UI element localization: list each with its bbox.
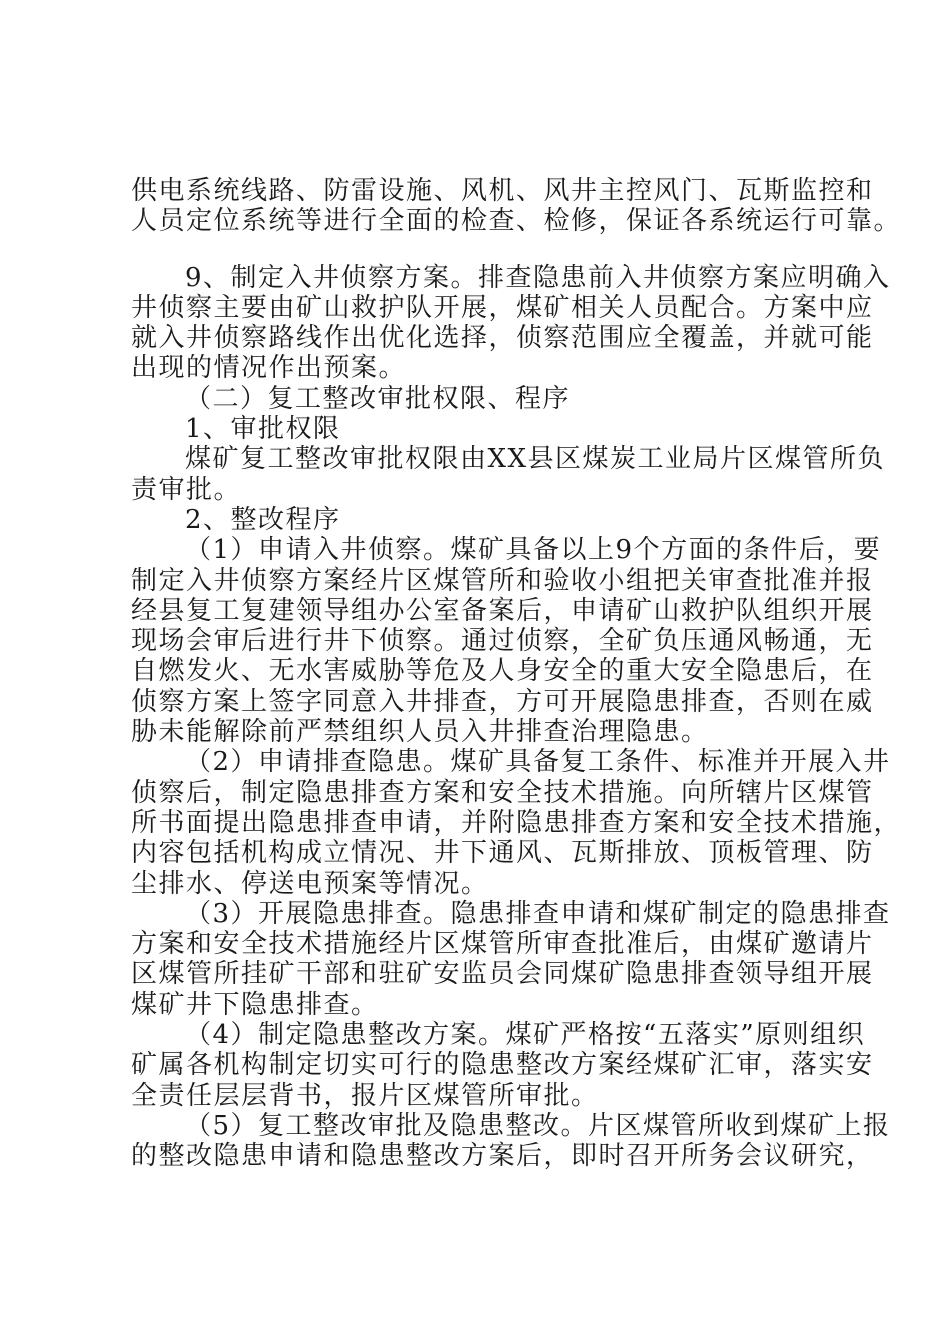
paragraph-approval: [131, 444, 886, 505]
text-line: 尘排水、停送电预案等情况。: [131, 868, 489, 899]
text-line: 全责任层层背书，报片区煤管所审批。: [131, 1080, 599, 1111]
paragraph-intro: [131, 176, 902, 237]
paragraph-item-9: [131, 262, 891, 384]
text-line: 井侦察主要由矿山救护队开展，煤矿相关人员配合。方案中应: [131, 292, 874, 323]
text-line: （3）开展隐患排查。隐患排查申请和煤矿制定的隐患排查: [185, 898, 891, 929]
text-line: 区煤管所挂矿干部和驻矿安监员会同煤矿隐患排查领导组开展: [131, 959, 874, 990]
text-line: 经县复工复建领导组办公室备案后，申请矿山救护队组织开展: [131, 595, 874, 626]
text-line: 自燃发火、无水害威胁等危及人身安全的重大安全隐患后，在: [131, 656, 874, 687]
paragraph-step-3: [131, 898, 891, 1020]
text-line: 胁未能解除前严禁组织人员入井排查治理隐患。: [131, 717, 709, 748]
paragraph-step-4: [131, 1020, 874, 1111]
text-line: （4）制定隐患整改方案。煤矿严格按“五落实”原则组织: [185, 1020, 866, 1051]
subheading-title: 1、审批权限: [185, 414, 341, 445]
document-body: [131, 176, 902, 1172]
text-line: 所书面提出隐患排查申请，并附隐患排查方案和安全技术措施，: [131, 807, 902, 838]
text-line: 9、制定入井侦察方案。排查隐患前入井侦察方案应明确入: [185, 262, 891, 293]
text-line: 的整改隐患申请和隐患整改方案后，即时召开所务会议研究，: [131, 1141, 874, 1172]
paragraph-step-2: [131, 747, 902, 899]
text-line: 现场会审后进行井下侦察。通过侦察，全矿负压通风畅通，无: [131, 626, 874, 657]
text-line: 方案和安全技术措施经片区煤管所审查批准后，由煤矿邀请片: [131, 929, 874, 960]
section-title: （二）复工整改审批权限、程序: [185, 383, 571, 414]
text-line: 煤矿复工整改审批权限由XX县区煤炭工业局片区煤管所负: [185, 444, 886, 475]
text-line: 人员定位系统等进行全面的检查、检修，保证各系统运行可靠。: [131, 206, 902, 237]
text-line: 煤矿井下隐患排查。: [131, 989, 379, 1020]
text-line: （5）复工整改审批及隐患整改。片区煤管所收到煤矿上报: [185, 1110, 891, 1141]
subheading-approval-authority: [131, 414, 831, 444]
text-line: 侦察后，制定隐患排查方案和安全技术措施。向所辖片区煤管: [131, 777, 874, 808]
text-line: 就入井侦察路线作出优化选择，侦察范围应全覆盖，并就可能: [131, 323, 874, 354]
subheading-title: 2、整改程序: [185, 504, 341, 535]
text-line: 内容包括机构成立情况、井下通风、瓦斯排放、顶板管理、防: [131, 838, 874, 869]
subheading-rectification-procedure: [131, 505, 831, 535]
text-line: 责审批。: [131, 474, 242, 505]
text-line: 制定入井侦察方案经片区煤管所和验收小组把关审查批准并报: [131, 565, 874, 596]
text-line: （1）申请入井侦察。煤矿具备以上9个方面的条件后，要: [185, 535, 882, 566]
text-line: 供电系统线路、防雷设施、风机、风井主控风门、瓦斯监控和: [131, 176, 874, 206]
text-line: 矿属各机构制定切实可行的隐患整改方案经煤矿汇审，落实安: [131, 1050, 874, 1081]
text-line: 侦察方案上签字同意入井排查，方可开展隐患排查，否则在威: [131, 686, 874, 717]
section-heading-2: [131, 384, 831, 414]
text-line: 出现的情况作出预案。: [131, 353, 407, 384]
text-line: （2）申请排查隐患。煤矿具备复工条件、标准并开展入井: [185, 747, 891, 778]
paragraph-step-1: [131, 535, 882, 748]
paragraph-gap: [131, 237, 831, 263]
paragraph-step-5: [131, 1110, 891, 1172]
